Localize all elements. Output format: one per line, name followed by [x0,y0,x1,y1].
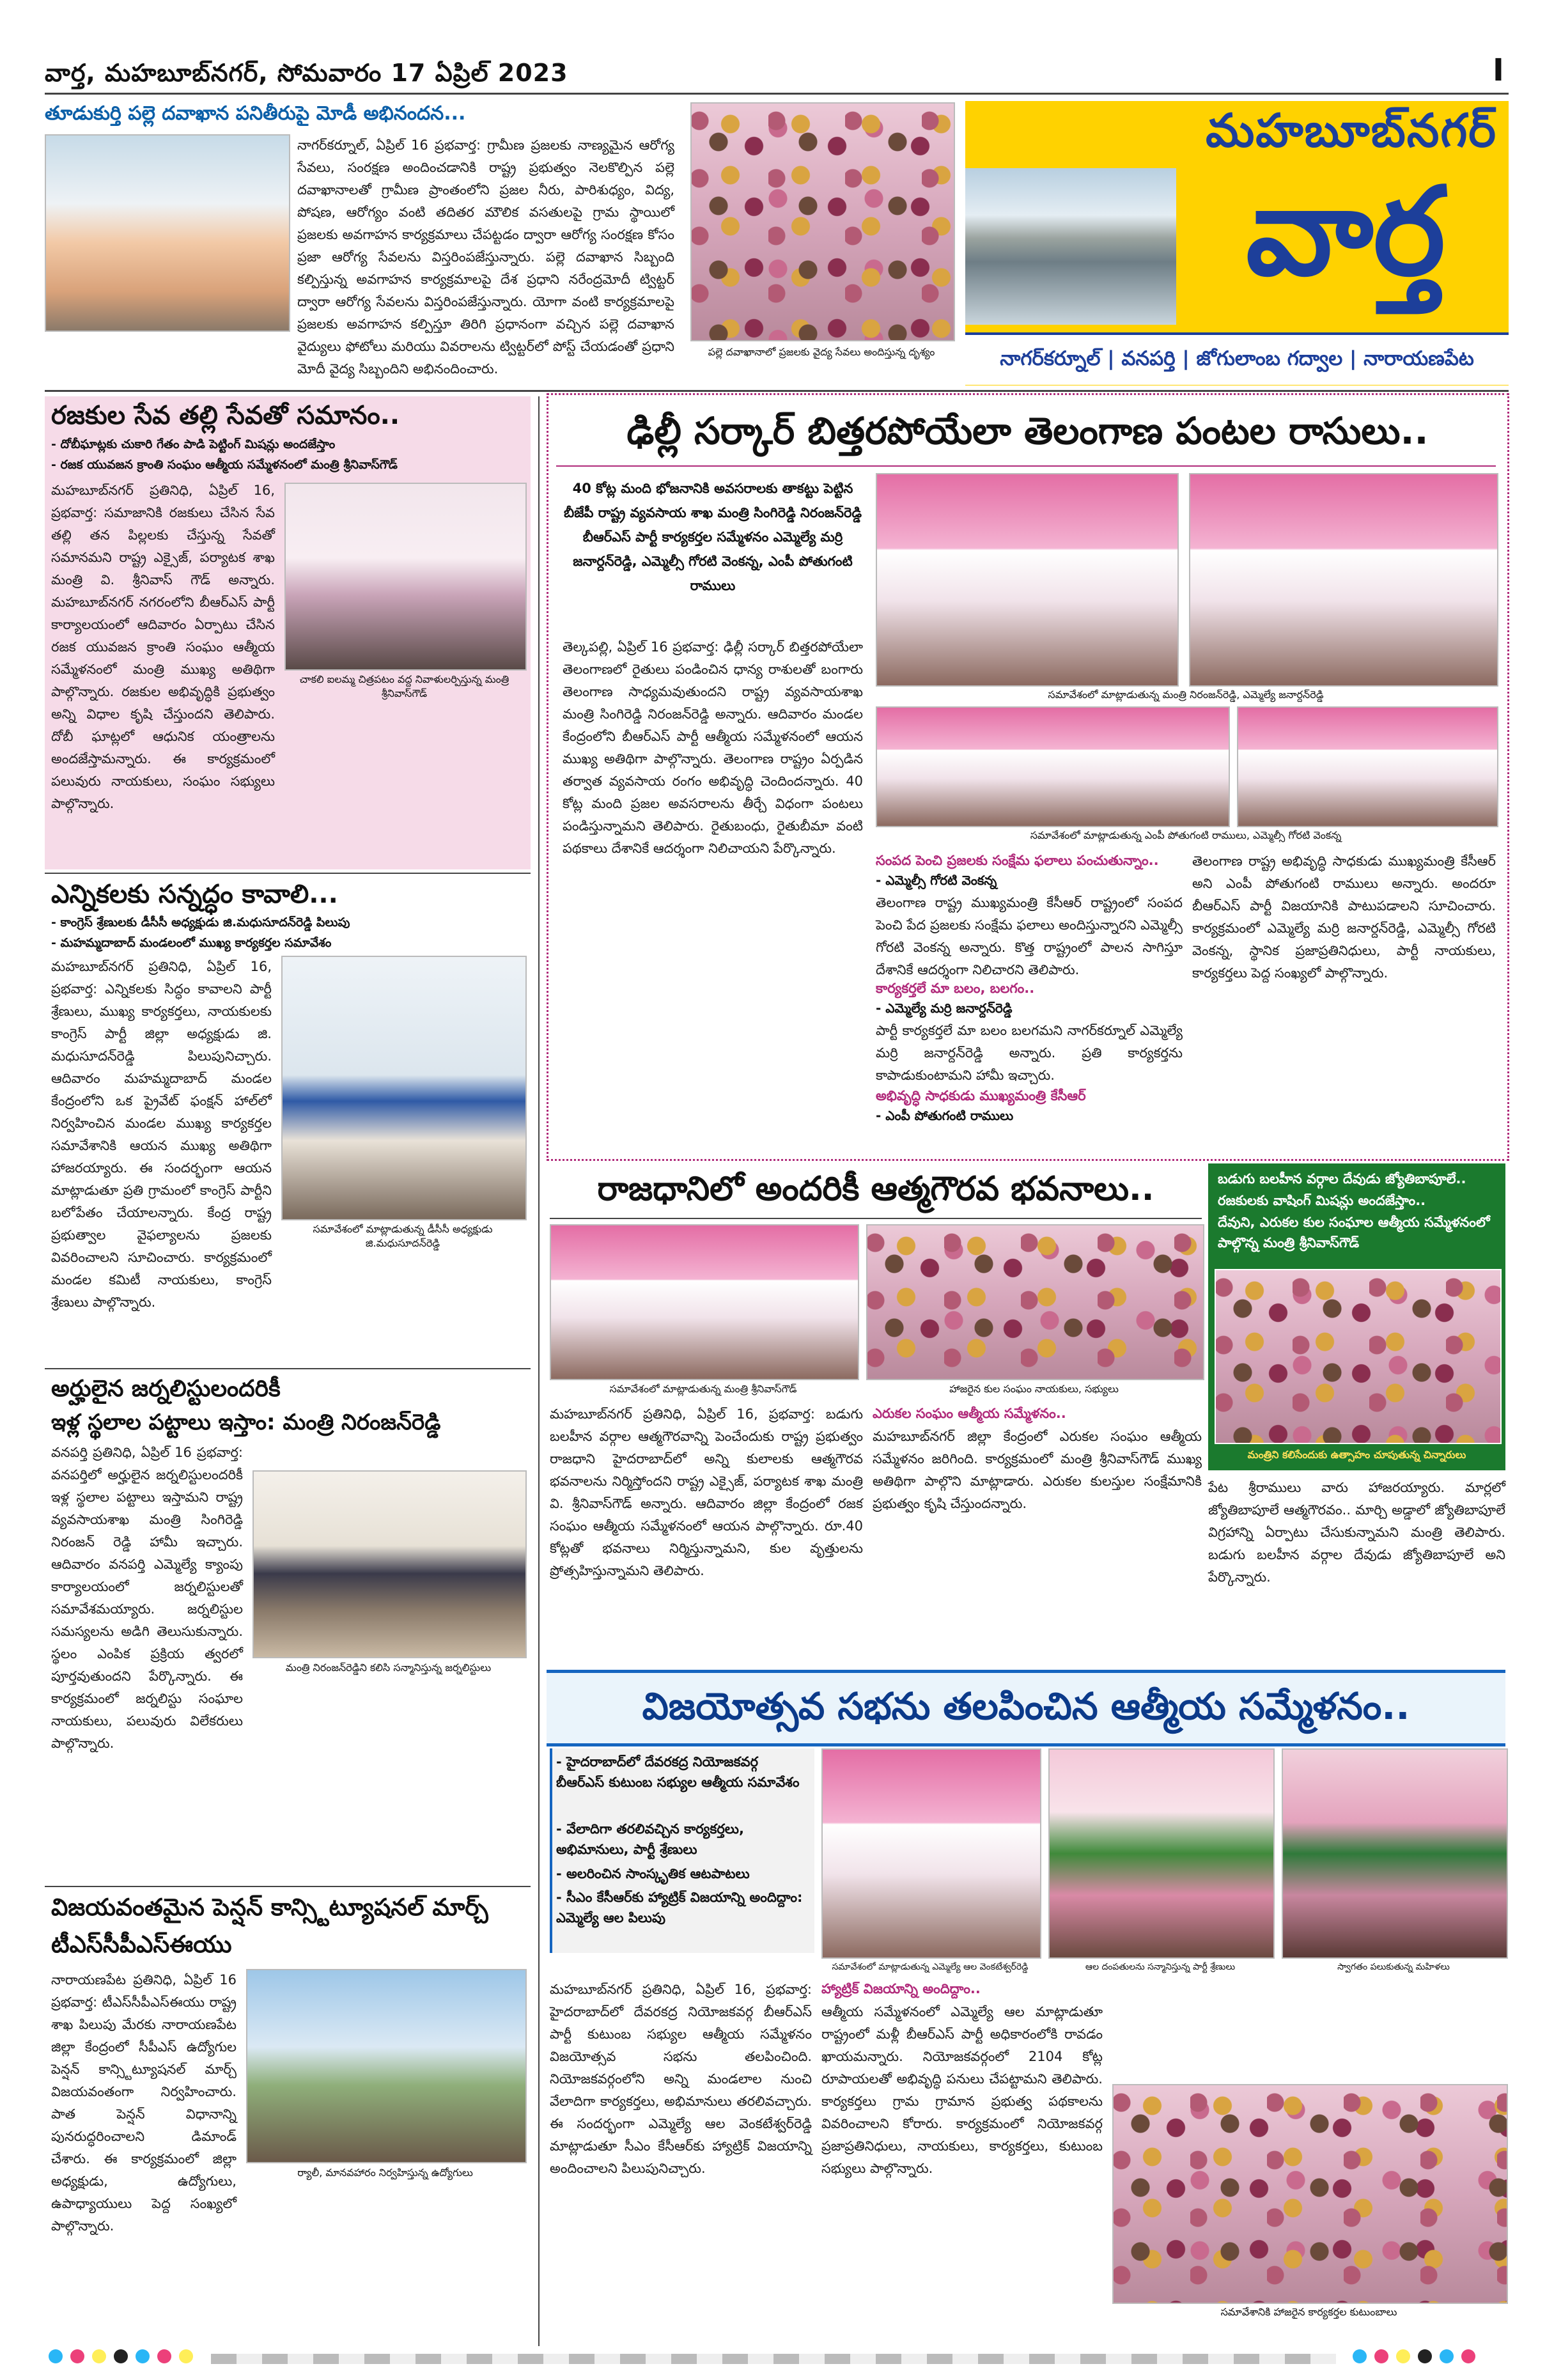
vijayotsava-point-4: - సీఎం కేసీఆర్‌కు హ్యాట్రిక్ విజయాన్ని అందిద్దాం: ఎమ్మెల్యే ఆల పిలుపు [556,1890,803,1925]
greenbox-caption: మంత్రిని కలిసేందుకు ఉత్సాహం చూపుతున్న చిన్నారులు [1247,1449,1466,1461]
rajakula-photo [284,483,527,671]
delhi-sub2-by: - ఎమ్మెల్యే మర్రి జనార్దన్‌రెడ్డి [876,1000,1013,1016]
vijayotsava-body2: ఆత్మీయ సమ్మేళనంలో ఎమ్మెల్యే ఆల మాట్లాడుతూ రాష్ట్రంలో మళ్లీ బీఆర్‌ఎస్ పార్టీ అధికారంలోకి రావడం ఖాయమన్నారు. నియోజకవర్గంలో 2104 కోట్ల రూపాయలతో అభివృద్ధి పనులు చేపట్టామని తెలిపారు. కార్యకర్తలు గ్రామ గ్రామాన ప్రభుత్వ పథకాలను వివరించాలని కోరారు. కార్యక్రమంలో నియోజకవర్గ ప్రజాప్రతినిధులు, నాయకులు, కార్యకర్తలు, కుటుంబ సభ్యులు పాల్గొన్నారు. [821,2004,1103,2176]
rajakula-kicker-2: - రజక యువజన క్రాంతి సంఘం ఆత్మీయ సమ్మేళనంలో మంత్రి శ్రీనివాస్‌గౌడ్ [51,458,398,472]
delhi-caption-1: సమావేశంలో మాట్లాడుతున్న మంత్రి నిరంజన్‌రెడ్డి, ఎమ్మెల్యే జనార్దన్‌రెడ్డి [1048,688,1324,701]
column-rule [538,396,540,2346]
brand-district: మహబూబ్‌నగర్ [1206,104,1497,157]
color-bar-left [45,2349,197,2368]
bhavanalu-headline: రాజధానిలో అందరికీ ఆత్మగౌరవ భవనాలు.. [597,1170,1154,1208]
rajakula-body: మహబూబ్‌నగర్ ప్రతినిధి, ఏప్రిల్ 16, ప్రభవార్త: సమాజానికి రజకులు చేసిన సేవ తల్లి తన పిల్లలకు చేస్తున్న సేవతో సమానమని రాష్ట్ర ఎక్సైజ్, పర్యాటక శాఖ మంత్రి వి. శ్రీనివాస్ గౌడ్ అన్నారు. మహబూబ్‌నగర్ నగరంలోని బీఆర్‌ఎస్ పార్టీ కార్యాలయంలో ఆదివారం ఏర్పాటు చేసిన రజక యువజన క్రాంతి సంఘం ఆత్మీయ సమ్మేళనంలో మంత్రి ముఖ్య అతిథిగా పాల్గొన్నారు. రజకుల అభివృద్ధికి ప్రభుత్వం అన్ని విధాల కృషి చేస్తుందని తెలిపారు. దోబీ ఘాట్లలో ఆధునిక యంత్రాలను అందజేస్తామన్నారు. ఈ కార్యక్రమంలో పలువురు నాయకులు, సంఘం సభ్యులు పాల్గొన్నారు. [51,483,275,811]
rajakula-caption: చాకలి ఐలమ్మ చిత్రపటం వద్ద నివాళులర్పిస్తున్న మంత్రి శ్రీనివాస్‌గౌడ్ [299,673,509,699]
bhavanalu-sub: ఎరుకల సంఘం ఆత్మీయ సమ్మేళనం.. [873,1406,1066,1421]
bhavanalu-body2: మహబూబ్‌నగర్ జిల్లా కేంద్రంలో ఎరుకల సంఘం ఆత్మీయ సమ్మేళనం జరిగింది. కార్యక్రమంలో మంత్రి శ్రీనివాస్‌గౌడ్ ముఖ్య అతిథిగా పాల్గొని మాట్లాడారు. ఎరుకల కులస్తుల సంక్షేమానికి ప్రభుత్వం కృషి చేస్తుందన్నారు. [873,1429,1202,1511]
vijayotsava-body: మహబూబ్‌నగర్ ప్రతినిధి, ఏప్రిల్ 16, ప్రభవార్త: హైదరాబాద్‌లో దేవరకద్ర నియోజకవర్గ బీఆర్‌ఎస్ పార్టీ కుటుంబ సభ్యుల ఆత్మీయ సమ్మేళనం విజయోత్సవ సభను తలపించింది. నియోజకవర్గంలోని అన్ని మండలాల నుంచి వేలాదిగా కార్యకర్తలు, అభిమానులు తరలివచ్చారు. ఈ సందర్భంగా ఎమ్మెల్యే ఆల వెంకటేశ్వర్‌రెడ్డి మాట్లాడుతూ సీఎం కేసీఆర్‌కు హ్యాట్రిక్ విజయాన్ని అందించాలని పిలుపునిచ్చారు. [550,1982,812,2176]
vijayotsava-caption-2: ఆల దంపతులను సన్మానిస్తున్న పార్టీ శ్రేణులు [1085,1962,1236,1972]
delhi-photo-1 [876,473,1179,687]
pension-body: నారాయణపేట ప్రతినిధి, ఏప్రిల్ 16 ప్రభవార్త: టీఎస్‌సీపీఎస్‌ఈయు రాష్ట్ర శాఖ పిలుపు మేరకు నారాయణపేట జిల్లా కేంద్రంలో సీపీఎస్ ఉద్యోగుల పెన్షన్ కాన్స్టిట్యూషనల్ మార్చ్ విజయవంతంగా నిర్వహించారు. పాత పెన్షన్ విధానాన్ని పునరుద్ధరించాలని డిమాండ్ చేశారు. ఈ కార్యక్రమంలో జిల్లా అధ్యక్షుడు, ఉద్యోగులు, ఉపాధ్యాయులు పెద్ద సంఖ్యలో పాల్గొన్నారు. [51,1972,237,2234]
dawakhana-caption: పల్లె దవాఖానాలో ప్రజలకు వైద్య సేవలు అందిస్తున్న దృశ్యం [708,346,935,358]
vijayotsava-point-1: - హైదరాబాద్‌లో దేవరకద్ర నియోజకవర్గ బీఆర్‌ఎస్ కుటుంబ సభ్యుల ఆత్మీయ సమావేశం [556,1754,800,1790]
rule-left-1 [45,873,531,874]
vijayotsava-photo-4 [1112,2084,1508,2304]
delhi-photo-4 [1237,706,1498,827]
vijayotsava-caption-4: సమావేశానికి హాజరైన కార్యకర్తల కుటుంబాలు [1220,2306,1397,2318]
journalists-caption: మంత్రి నిరంజన్‌రెడ్డిని కలిసి సన్మానిస్తున్న జర్నలిస్టులు [285,1661,492,1674]
elections-photo [281,956,527,1220]
delhi-rule [556,465,1496,467]
delhi-body4: తెలంగాణ రాష్ట్ర అభివృద్ధి సాధకుడు ముఖ్యమంత్రి కేసీఆర్ అని ఎంపీ పోతుగంటి రాములు అన్నారు. అందరూ బీఆర్‌ఎస్ పార్టీ విజయానికి పాటుపడాలని సూచించారు. కార్యక్రమంలో ఎమ్మెల్యే మర్రి జనార్దన్‌రెడ్డి, ఎమ్మెల్సీ గోరటి వెంకన్న, స్థానిక ప్రజాప్రతినిధులు, పార్టీ నాయకులు, కార్యకర్తలు పెద్ద సంఖ్యలో పాల్గొన్నారు. [1192,853,1496,981]
delhi-sub2: కార్యకర్తలే మా బలం, బలగం.. [876,981,1035,996]
bhavanalu-photo-1 [550,1224,859,1380]
bhavanalu-photo-2 [866,1224,1204,1380]
bhavanalu-rule [550,1218,1202,1219]
greenbox-point-2: రజకులకు వాషింగ్ మిషన్లు అందజేస్తాం.. [1218,1193,1426,1208]
bhavanalu-caption-1: సమావేశంలో మాట్లాడుతున్న మంత్రి శ్రీనివాస్‌గౌడ్ [609,1383,797,1395]
rajakula-body-cont [51,726,524,863]
rule-left-3 [45,1886,531,1887]
vijayotsava-photo-1 [821,1748,1041,1959]
pension-caption: ర్యాలీ, మానవహారం నిర్వహిస్తున్న ఉద్యోగులు [297,2166,473,2179]
journalists-photo [253,1470,527,1658]
color-bar-right [1349,2349,1479,2368]
delhi-photo-3 [876,706,1230,827]
bhavanalu-body: మహబూబ్‌నగర్ ప్రతినిధి, ఏప్రిల్ 16, ప్రభవార్త: బడుగు బలహీన వర్గాల ఆత్మగౌరవాన్ని పెంచేందుకు రాష్ట్ర ప్రభుత్వం రాజధాని హైదరాబాద్‌లో అన్ని కులాలకు ఆత్మగౌరవ భవనాలను నిర్మిస్తోందని రాష్ట్ర ఎక్సైజ్, పర్యాటక శాఖ మంత్రి వి. శ్రీనివాస్‌గౌడ్ అన్నారు. ఆదివారం జిల్లా కేంద్రంలో రజక సంఘం ఆత్మీయ సమ్మేళనంలో ఆయన పాల్గొన్నారు. రూ.40 కోట్లతో భవనాలు నిర్మిస్తున్నామని, కుల వృత్తులను ప్రోత్సహిస్తున్నామని తెలిపారు. [550,1406,863,1578]
top-rule [45,93,1509,95]
journalists-headline: ఇళ్ల స్థలాల పట్టాలు ఇస్తాం: మంత్రి నిరంజన్‌రెడ్డి [51,1410,441,1435]
vijayotsava-point-3: - అలరించిన సాంస్కృతిక ఆటపాటలు [556,1866,750,1881]
vijayotsava-sub: హ్యాట్రిక్ విజయాన్ని అందిద్దాం.. [821,1981,981,1996]
bhavanalu-caption-2: హాజరైన కుల సంఘం నాయకులు, సభ్యులు [949,1383,1119,1395]
brand-block [965,101,1509,385]
rajakula-headline: రజకుల సేవ తల్లి సేవతో సమానం.. [51,401,400,430]
dawakhana-body: నాగర్‌కర్నూల్, ఏప్రిల్ 16 ప్రభవార్త: గ్రామీణ ప్రజలకు నాణ్యమైన ఆరోగ్య సేవలు, సంరక్షణ అందించడానికి రాష్ట్ర ప్రభుత్వం నెలకొల్పిన పల్లె దవాఖానాలతో గ్రామీణ ప్రాంతంలోని ప్రజల నీరు, పారిశుధ్యం, విద్య, పోషణ, ఆరోగ్యం వంటి తదితర మౌలిక వసతులపై గ్రామ స్థాయిలో ప్రజలకు అవగాహన కార్యక్రమాలు చేపట్టడం ద్వారా ఆరోగ్య సంరక్షణ కోసం ప్రజా ఆరోగ్య సేవలను విస్తరింపజేస్తున్నారు. పల్లె దవాఖాన సిబ్బంది కల్పిస్తున్న అవగాహన కార్యక్రమాలపై దేశ ప్రధాని నరేంద్రమోదీ ట్విట్టర్ ద్వారా ఆరోగ్య సేవలను విస్తరింపజేస్తున్నారు. యోగా వంటి కార్యక్రమాలపై ప్రజలకు అవగాహన కల్పిస్తూ తిరిగి ప్రధానంగా వచ్చిన పల్లె దవాఖాన వైద్యులు ఫోటోలు మరియు వివరాలను ట్విట్టర్‌లో పోస్ట్ చేయడంతో ప్రధాని మోదీ వైద్య సిబ్బందిని అభినందించారు. [297,137,674,377]
journalists-kicker: అర్హులైన జర్నలిస్టులందరికీ [51,1376,281,1402]
greenbox-photo [1215,1269,1502,1444]
vijayotsava-photo-3 [1282,1748,1508,1959]
greenbox-point-3: దేవుని, ఎరుకల కుల సంఘాల ఆత్మీయ సమ్మేళనంలో పాల్గొన్న మంత్రి శ్రీనివాస్‌గౌడ్ [1218,1215,1490,1250]
delhi-headline: ఢిల్లీ సర్కార్ బిత్తరపోయేలా తెలంగాణ పంటల రాసులు.. [626,409,1429,453]
delhi-photo-2 [1189,473,1498,687]
delhi-deck: 40 కోట్ల మంది భోజనానికి అవసరాలకు తాకట్టు పెట్టిన బీజేపీ రాష్ట్ర వ్యవసాయ శాఖ మంత్రి సింగిరెడ్డి నిరంజన్‌రెడ్డి బీఆర్‌ఎస్ పార్టీ కార్యకర్తల సమ్మేళనం ఎమ్మెల్యే మర్రి జనార్దన్‌రెడ్డి, ఎమ్మెల్సీ గోరటి వెంకన్న, ఎంపీ పోతుగంటి రాములు [564,481,862,593]
dawakhana-photo [45,134,290,332]
delhi-sub3: అభివృద్ధి సాధకుడు ముఖ్యమంత్రి కేసీఆర్ [876,1088,1086,1103]
rule-left-2 [45,1368,531,1369]
delhi-sub1: సంపద పెంచి ప్రజలకు సంక్షేమ ఫలాలు పంచుతున్నాం.. [876,853,1159,868]
vijayotsava-photo-2 [1048,1748,1275,1959]
elections-body: మహబూబ్‌నగర్ ప్రతినిధి, ఏప్రిల్ 16, ప్రభవార్త: ఎన్నికలకు సిద్ధం కావాలని పార్టీ శ్రేణులు, ముఖ్య కార్యకర్తలు, నాయకులకు కాంగ్రెస్ పార్టీ జిల్లా అధ్యక్షుడు జి. మధుసూదన్‌రెడ్డి పిలుపునిచ్చారు. ఆదివారం మహమ్మదాబాద్ మండల కేంద్రంలోని ఒక ప్రైవేట్ ఫంక్షన్ హాల్‌లో నిర్వహించిన మండల ముఖ్య కార్యకర్తల సమావేశానికి ఆయన ముఖ్య అతిథిగా హాజరయ్యారు. ఈ సందర్భంగా ఆయన మాట్లాడుతూ ప్రతి గ్రామంలో కాంగ్రెస్ పార్టీని బలోపేతం చేయాలన్నారు. కేంద్ర రాష్ట్ర ప్రభుత్వాల వైఫల్యాలను ప్రజలకు వివరించాలని సూచించారు. కార్యక్రమంలో మండల కమిటీ నాయకులు, కాంగ్రెస్ శ్రేణులు పాల్గొన్నారు. [51,959,272,1310]
journalists-body-cont [51,1700,524,1879]
page-number: I [1493,52,1504,88]
dawakhana-headline: తూడుకుర్తి పల్లె దవాఖాన పనితీరుపై మోడీ అభినందన... [45,102,466,125]
rajakula-kicker-1: - దోబీఘాట్లకు చుకారి గేతం పాడి పెట్టింగ్ మిషన్లు అందజేస్తాం [51,437,336,451]
elections-caption: సమావేశంలో మాట్లాడుతున్న డీసీసీ అధ్యక్షుడు జి.మధుసూదన్‌రెడ్డి [313,1223,493,1249]
pension-headline: విజయవంతమైన పెన్షన్ కాన్స్టిట్యూషనల్ మార్చ్ టీఎస్‌సీపీఎస్‌ఈయు [51,1894,488,1958]
elections-headline: ఎన్నికలకు సన్నద్ధం కావాలి... [51,880,338,909]
vijayotsava-headline: విజయోత్సవ సభను తలపించిన ఆత్మీయ సమ్మేళనం.. [642,1684,1410,1728]
color-bar-strip [211,2354,1336,2364]
delhi-sub3-by: - ఎంపీ పోతుగంటి రాములు [876,1108,1014,1123]
journalists-body: వనపర్తి ప్రతినిధి, ఏప్రిల్ 16 ప్రభవార్త: వనపర్తిలో అర్హులైన జర్నలిస్టులందరికీ ఇళ్ల స్థలాల పట్టాలు ఇస్తామని రాష్ట్ర వ్యవసాయశాఖ మంత్రి సింగిరెడ్డి నిరంజన్ రెడ్డి హామీ ఇచ్చారు. ఆదివారం వనపర్తి ఎమ్మెల్యే క్యాంపు కార్యాలయంలో జర్నలిస్టులతో సమావేశమయ్యారు. జర్నలిస్టుల సమస్యలను అడిగి తెలుసుకున్నారు. స్థలం ఎంపిక ప్రక్రియ త్వరలో పూర్తవుతుందని పేర్కొన్నారు. ఈ కార్యక్రమంలో జర్నలిస్టు సంఘాల నాయకులు, పలువురు విలేకరులు పాల్గొన్నారు. [51,1445,243,1751]
brand-name: వార్త [1246,161,1445,302]
elections-kicker-2: - మహమ్మదాబాద్ మండలంలో ముఖ్య కార్యకర్తల సమావేశం [51,936,332,950]
brand-dam-photo [965,168,1176,325]
delhi-body3: పార్టీ కార్యకర్తలే మా బలం బలగమని నాగర్‌కర్నూల్ ఎమ్మెల్యే మర్రి జనార్దన్‌రెడ్డి అన్నారు. ప్రతి కార్యకర్తను కాపాడుకుంటామని హామీ ఇచ్చారు. [876,1023,1183,1083]
elections-body-cont [51,1317,524,1362]
delhi-sub1-by: - ఎమ్మెల్సీ గోరటి వెంకన్న [876,873,997,888]
greenbox-point-1: బడుగు బలహీన వర్గాల దేవుడు జ్యోతిబాపూలే.. [1218,1171,1466,1186]
vijayotsava-caption-1: సమావేశంలో మాట్లాడుతున్న ఎమ్మెల్యే ఆల వెంకటేశ్వర్‌రెడ్డి [832,1962,1029,1972]
delhi-caption-2: సమావేశంలో మాట్లాడుతున్న ఎంపీ పోతుగంటి రాములు, ఎమ్మెల్సీ గోరటి వెంకన్న [1030,829,1342,841]
brand-subdistricts: నాగర్‌కర్నూల్ | వనపర్తి | జోగులాంబ గద్వాల | నారాయణపేట [965,332,1509,385]
delhi-body: తెల్కపల్లి, ఏప్రిల్ 16 ప్రభవార్త: ఢిల్లీ సర్కార్ బిత్తరపోయేలా తెలంగాణలో రైతులు పండించిన ధాన్య రాశులతో బంగారు తెలంగాణ సాధ్యమవుతుందని రాష్ట్ర వ్యవసాయశాఖ మంత్రి సింగిరెడ్డి నిరంజన్‌రెడ్డి అన్నారు. ఆదివారం మండల కేంద్రంలోని బీఆర్‌ఎస్ పార్టీ ఆత్మీయ సమ్మేళనంలో ఆయన ముఖ్య అతిథిగా పాల్గొన్నారు. తెలంగాణ రాష్ట్రం ఏర్పడిన తర్వాత వ్యవసాయ రంగం అభివృద్ధి చెందిందన్నారు. 40 కోట్ల మంది ప్రజల అవసరాలను తీర్చే విధంగా పంటలు పండిస్తున్నామని తెలిపారు. రైతుబంధు, రైతుబీమా వంటి పథకాలు దేశానికే ఆదర్శంగా నిలిచాయని పేర్కొన్నారు. [563,639,863,856]
dawakhana-body-extra [45,334,678,380]
greenbox-body: పేట శ్రీరాములు వారు హాజరయ్యారు. మార్లలో జ్యోతిబాపూలే ఆత్మగౌరవం.. మార్చి అడ్డాలో జ్యోతిబాపూలే విగ్రహాన్ని ఏర్పాటు చేసుకున్నామని మంత్రి తెలిపారు. బడుగు బలహీన వర్గాల దేవుడు జ్యోతిబాపూలే అని పేర్కొన్నారు. [1208,1480,1505,1585]
vijayotsava-body-cont [1112,1979,1505,2081]
rule-1 [45,390,1509,392]
pension-body-cont [51,2241,524,2343]
vijayotsava-caption-3: స్వాగతం పలుకుతున్న మహిళలు [1337,1962,1450,1972]
vijayotsava-point-2: - వేలాదిగా తరలివచ్చిన కార్యకర్తలు, అభిమానులు, పార్టీ శ్రేణులు [556,1821,744,1857]
delhi-body2: తెలంగాణ రాష్ట్ర ముఖ్యమంత్రి కేసీఆర్ రాష్ట్రంలో సంపద పెంచి పేద ప్రజలకు సంక్షేమ ఫలాలు అందిస్తున్నారని ఎమ్మెల్సీ గోరటి వెంకన్న అన్నారు. కొత్త రాష్ట్రంలో పాలన సాగిస్తూ దేశానికే ఆదర్శంగా నిలిచారని తెలిపారు. [876,895,1183,977]
pension-photo [246,1969,527,2163]
dawakhana-photo-2 [690,102,955,341]
elections-kicker-1: - కాంగ్రెస్ శ్రేణులకు డీసీసీ అధ్యక్షుడు జి.మధుసూదన్‌రెడ్డి పిలుపు [51,915,350,929]
masthead-line: వార్త, మహబూబ్‌నగర్, సోమవారం 17 ఏప్రిల్ 2023 [45,59,568,87]
